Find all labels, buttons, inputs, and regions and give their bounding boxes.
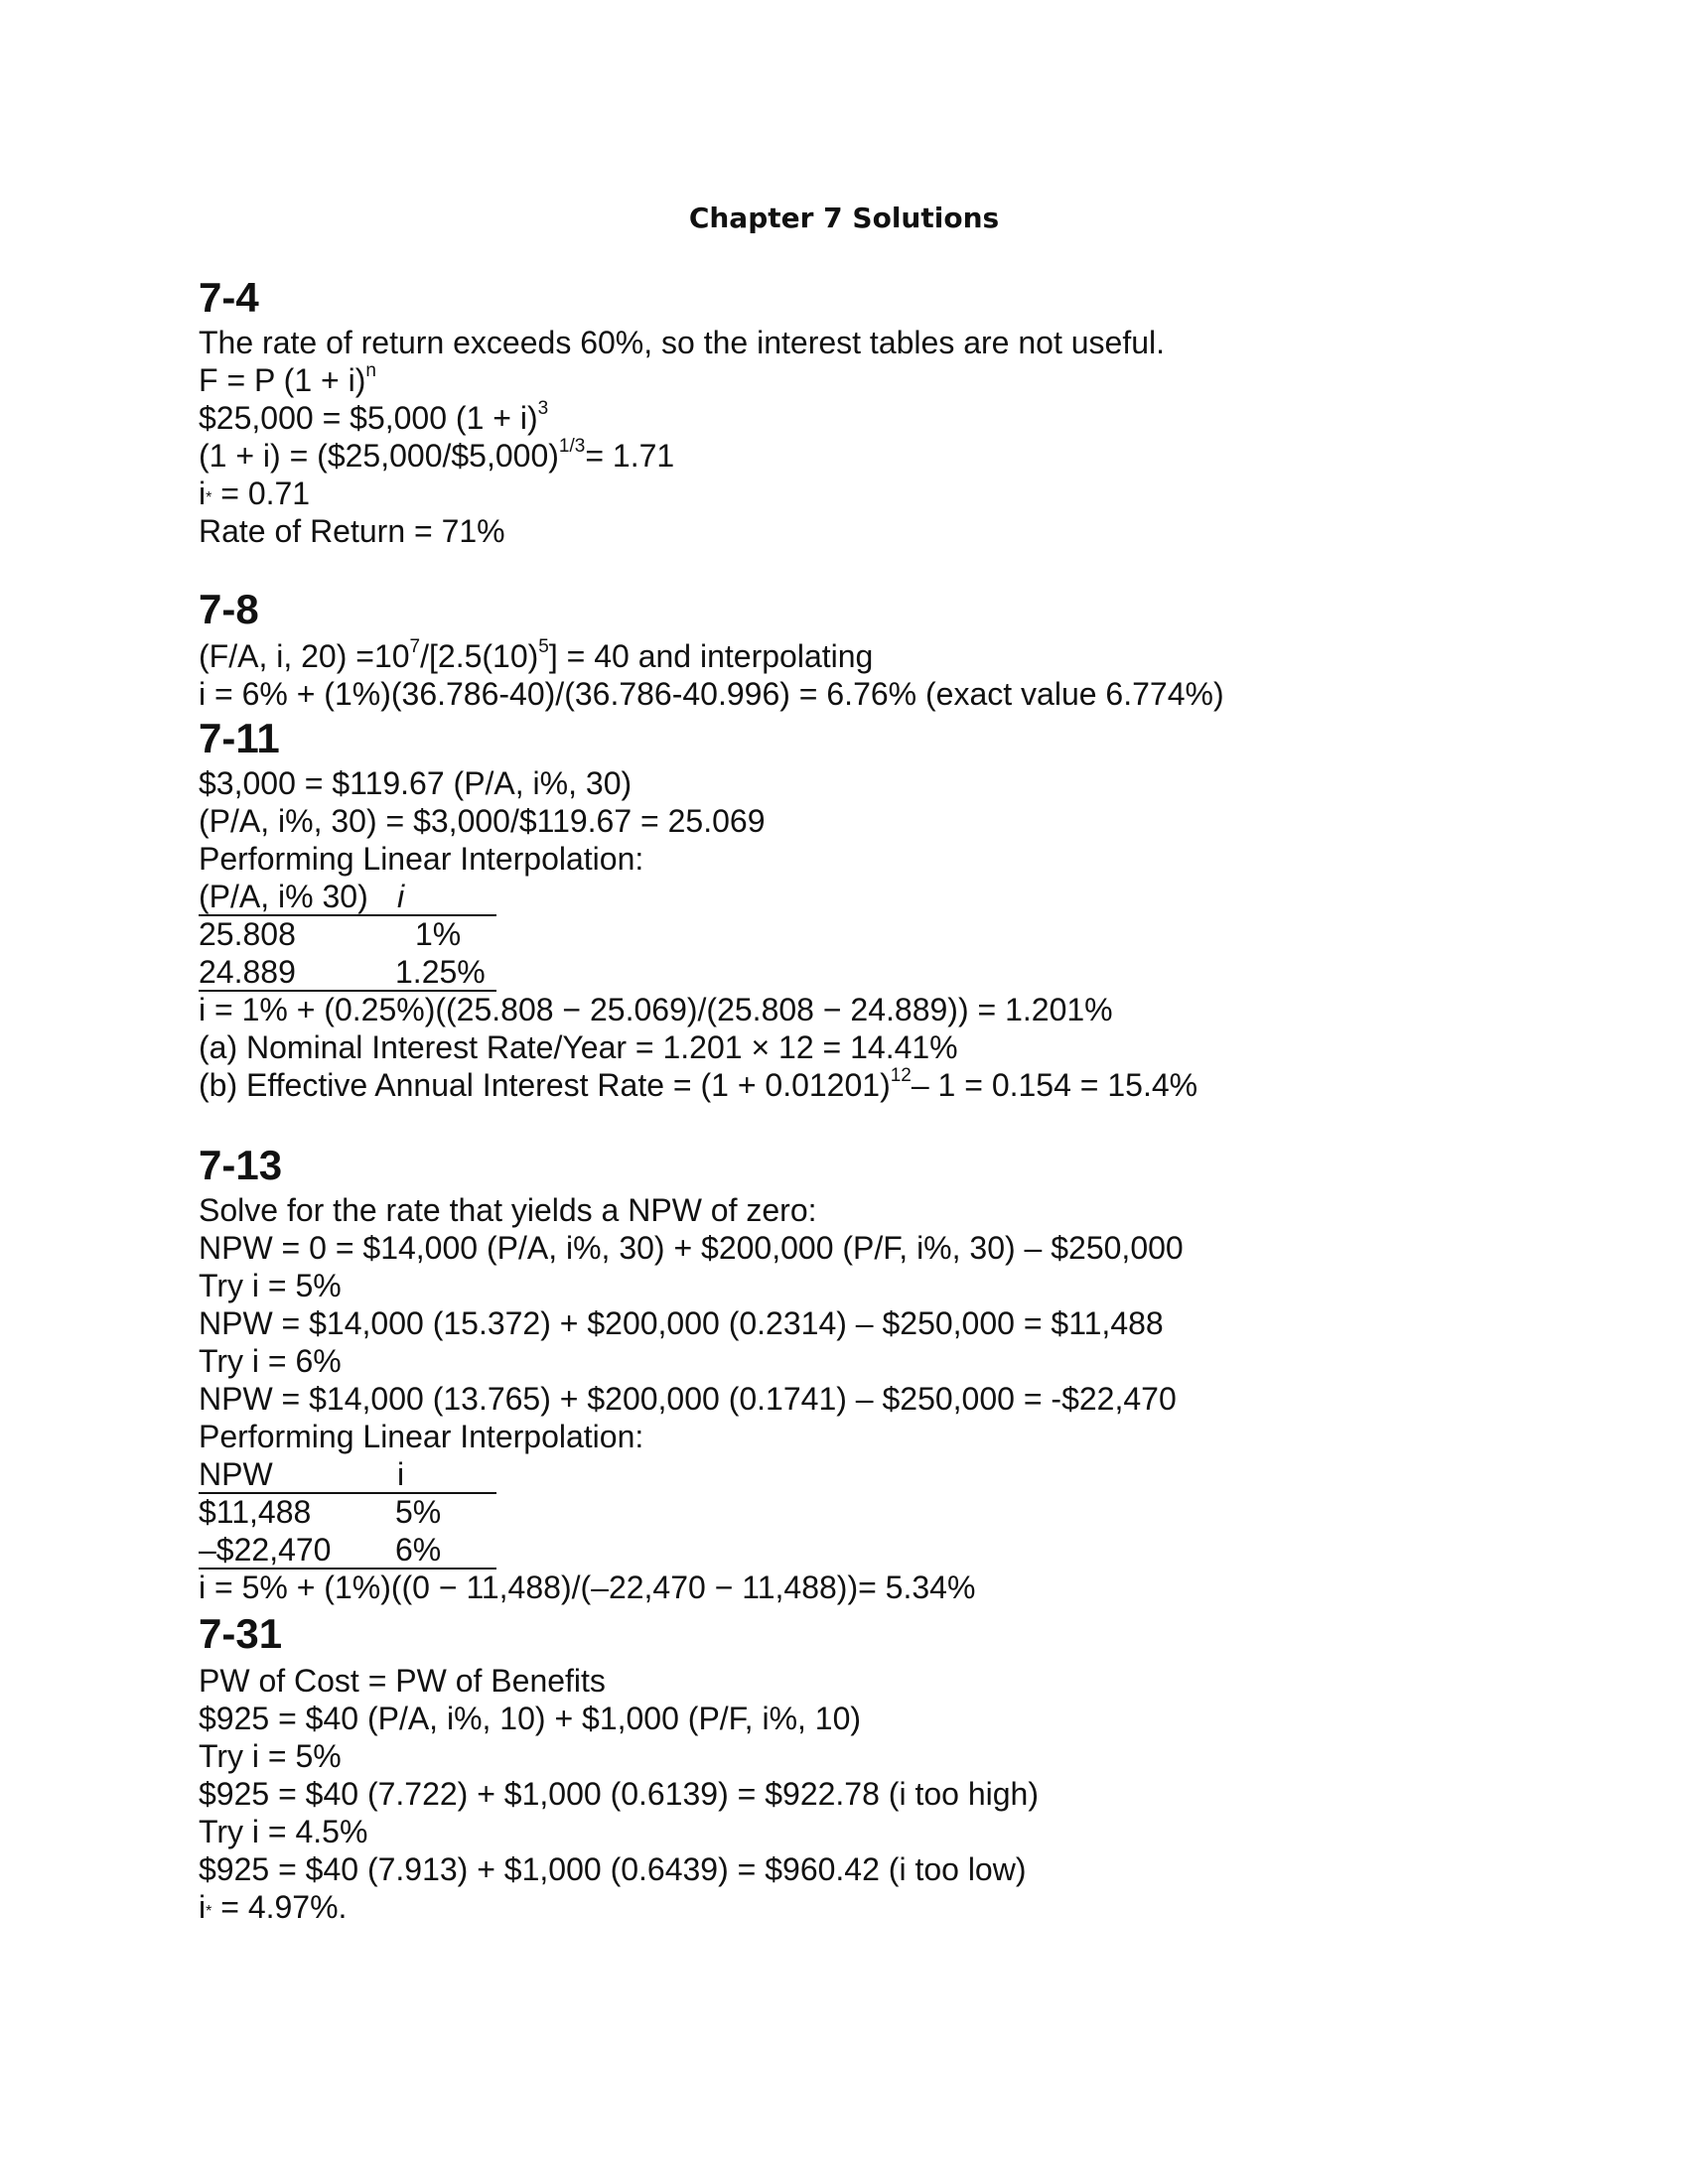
text-line: Solve for the rate that yields a NPW of zero: (199, 1192, 817, 1228)
equation-text: = 1.71 (585, 438, 675, 474)
text-line: Try i = 5% (199, 1268, 342, 1303)
table-cell: –$22,470 (199, 1532, 332, 1568)
table-header-cell: (P/A, i% 30) (199, 879, 368, 914)
text-line: $925 = $40 (P/A, i%, 10) + $1,000 (P/F, i%, 10) (199, 1701, 862, 1736)
text-line: (a) Nominal Interest Rate/Year = 1.201 × 12 = 14.41% (199, 1029, 958, 1065)
problem-heading-7-13: 7-13 (199, 1142, 283, 1188)
equation-text: i (199, 1889, 207, 1925)
equation-line (199, 1066, 1197, 1104)
problem-heading-7-31: 7-31 (199, 1610, 283, 1657)
text-line: Try i = 5% (199, 1738, 342, 1774)
table-cell: 24.889 (199, 954, 296, 990)
table-cell: 5% (395, 1494, 442, 1530)
problem-heading-7-11: 7-11 (199, 715, 280, 761)
asterisk: * (206, 489, 212, 506)
superscript: 1/3 (558, 436, 586, 457)
text-line: Rate of Return = 71% (199, 513, 505, 549)
equation-text: – 1 = 0.154 = 15.4% (911, 1067, 1198, 1103)
equation-text: = 4.97%. (211, 1889, 348, 1925)
text-line: Performing Linear Interpolation: (199, 1419, 644, 1454)
table-cell: 6% (395, 1532, 442, 1568)
table-cell: $11,488 (199, 1494, 312, 1530)
equation-line (199, 399, 548, 437)
text-line: i = 6% + (1%)(36.786-40)/(36.786-40.996) = 6.76% (exact value 6.774%) (199, 676, 1224, 712)
text-line: Performing Linear Interpolation: (199, 841, 644, 877)
equation-line (199, 475, 310, 517)
table-header-cell: i (397, 1456, 405, 1492)
text-line: The rate of return exceeds 60%, so the interest tables are not useful. (199, 325, 1165, 360)
text-line: $925 = $40 (7.722) + $1,000 (0.6139) = $922.78 (i too high) (199, 1776, 1039, 1812)
equation-text: F = P (1 + i) (199, 362, 366, 398)
superscript: n (365, 360, 376, 381)
equation-text: /[2.5(10) (420, 638, 539, 674)
text-line: Try i = 6% (199, 1343, 342, 1379)
text-line: $925 = $40 (7.913) + $1,000 (0.6439) = $960.42 (i too low) (199, 1851, 1027, 1887)
problem-heading-7-4: 7-4 (199, 274, 259, 321)
table-cell: 1.25% (395, 954, 486, 990)
text-line: (P/A, i%, 30) = $3,000/$119.67 = 25.069 (199, 803, 766, 839)
problem-heading-7-8: 7-8 (199, 586, 259, 632)
table-header-cell: NPW (199, 1456, 273, 1492)
equation-line (199, 361, 376, 399)
text-line: PW of Cost = PW of Benefits (199, 1663, 606, 1699)
text-line: Try i = 4.5% (199, 1814, 368, 1849)
table-cell: 1% (415, 916, 462, 952)
text-line: NPW = 0 = $14,000 (P/A, i%, 30) + $200,000 (P/F, i%, 30) – $250,000 (199, 1230, 1184, 1266)
page-title: Chapter 7 Solutions (688, 202, 1000, 234)
text-line: i = 1% + (0.25%)((25.808 − 25.069)/(25.808 − 24.889)) = 1.201% (199, 992, 1113, 1027)
superscript: 5 (538, 636, 549, 657)
superscript: 12 (890, 1065, 912, 1086)
equation-line (199, 1888, 347, 1931)
table-header-cell: i (397, 879, 405, 914)
equation-line (199, 437, 674, 475)
equation-text: (F/A, i, 20) =10 (199, 638, 410, 674)
equation-line (199, 637, 873, 675)
text-line: i = 5% + (1%)((0 − 11,488)/(–22,470 − 11,488))= 5.34% (199, 1570, 976, 1605)
superscript: 7 (409, 636, 421, 657)
table-cell: 25.808 (199, 916, 296, 952)
text-line: NPW = $14,000 (13.765) + $200,000 (0.1741) – $250,000 = -$22,470 (199, 1381, 1177, 1417)
equation-text: ] = 40 and interpolating (548, 638, 874, 674)
equation-text: (b) Effective Annual Interest Rate = (1 + 0.01201) (199, 1067, 891, 1103)
text-line: $3,000 = $119.67 (P/A, i%, 30) (199, 765, 633, 801)
equation-text: $25,000 = $5,000 (1 + i) (199, 400, 538, 436)
asterisk: * (206, 1903, 212, 1920)
equation-text: = 0.71 (211, 476, 311, 511)
superscript: 3 (537, 398, 549, 419)
text-line: NPW = $14,000 (15.372) + $200,000 (0.2314) – $250,000 = $11,488 (199, 1305, 1164, 1341)
equation-text: (1 + i) = ($25,000/$5,000) (199, 438, 559, 474)
equation-text: i (199, 476, 207, 511)
